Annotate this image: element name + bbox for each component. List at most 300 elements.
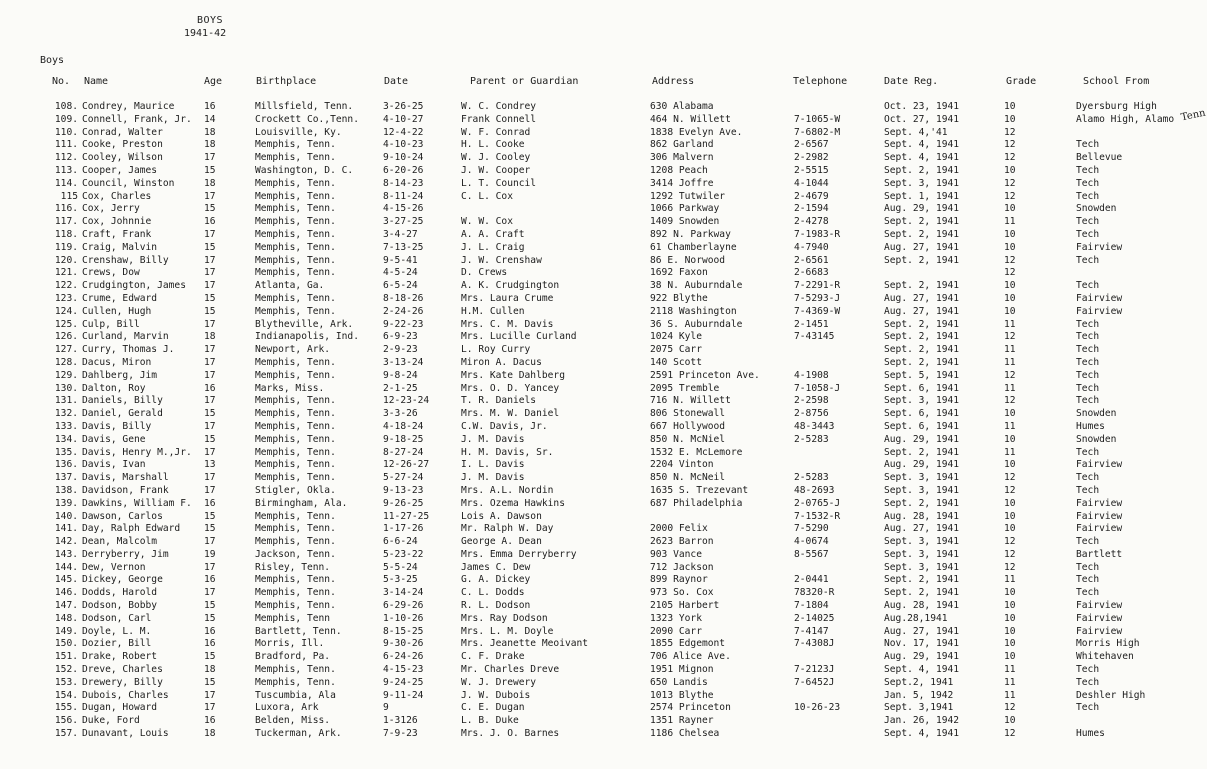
school-from: Fairview [1076,459,1123,471]
page-title: BOYS [197,15,224,26]
birth-date: 6-29-26 [383,600,424,612]
school-from: Tech [1076,395,1100,407]
date-registered: Sept. 6, 1941 [884,408,960,420]
age: 17 [204,536,216,548]
telephone: 2-1451 [794,318,829,330]
student-name: Drewery, Billy [82,676,163,688]
row-number: 153. [54,676,78,688]
parent-guardian: R. L. Dodson [461,600,531,612]
address: 862 Garland [650,139,714,151]
address: 2090 Carr [650,625,702,637]
birthplace: Memphis, Tenn. [255,267,336,279]
telephone: 2-2598 [794,395,829,407]
parent-guardian: Mrs. Ozema Hawkins [461,497,565,509]
table-row [0,690,1200,703]
age: 13 [204,459,216,471]
address: 712 Jackson [650,561,714,573]
student-name: Dodson, Bobby [82,600,158,612]
header-grade: Grade [1006,76,1037,87]
date-registered: Sept. 3, 1941 [884,395,960,407]
age: 17 [204,318,216,330]
address: 1532 E. McLemore [650,446,743,458]
address: 3414 Joffre [650,177,714,189]
birthplace: Memphis, Tenn. [255,459,336,471]
birthplace: Birmingham, Ala. [255,497,348,509]
school-from: Tech [1076,702,1100,714]
row-number: 143. [54,548,78,560]
parent-guardian: J. W. Dubois [461,689,531,701]
header-date-reg: Date Reg. [884,76,939,87]
grade: 11 [1004,382,1016,394]
table-row [0,127,1200,140]
table-row [0,447,1200,460]
birth-date: 8-27-24 [383,446,424,458]
date-registered: Sept. 4, 1941 [884,152,960,164]
row-number: 113. [54,164,78,176]
birthplace: Millsfield, Tenn. [255,101,354,112]
table-row [0,472,1200,485]
table-row [0,728,1200,741]
student-name: Cox, Johnnie [82,216,152,228]
birth-date: 9 [383,702,389,714]
age: 17 [204,267,216,279]
birth-date: 9-22-23 [383,318,424,330]
address: 1024 Kyle [650,331,702,343]
school-from: Tech [1076,382,1100,394]
school-from: Bartlett [1076,548,1123,560]
student-name: Dawson, Carlos [82,510,163,522]
birth-date: 3-4-27 [383,228,418,240]
birth-date: 5-23-22 [383,548,424,560]
telephone: 8-5567 [794,548,829,560]
birth-date: 12-23-24 [383,395,430,407]
table-row [0,434,1200,447]
parent-guardian: Mrs. C. M. Davis [461,318,554,330]
birth-date: 8-11-24 [383,190,424,202]
parent-guardian: I. L. Davis [461,459,525,471]
address: 716 N. Willett [650,395,731,407]
school-from: Fairview [1076,625,1123,637]
address: 140 Scott [650,356,702,368]
date-registered: Sept. 1, 1941 [884,190,960,202]
birthplace: Memphis, Tenn. [255,190,336,202]
grade: 10 [1004,203,1016,215]
address: 892 N. Parkway [650,228,731,240]
grade: 11 [1004,664,1016,676]
telephone: 7-4308J [794,638,835,650]
row-number: 124. [54,305,78,317]
school-from: Tech [1076,254,1100,266]
school-from: Tech [1076,664,1100,676]
table-row [0,229,1200,242]
age: 17 [204,254,216,266]
parent-guardian: G. A. Dickey [461,574,531,586]
address: 1635 S. Trezevant [650,484,749,496]
parent-guardian: C. E. Dugan [461,702,525,714]
birth-date: 4-18-24 [383,420,424,432]
birth-date: 9-8-24 [383,369,418,381]
parent-guardian: Mrs. M. W. Daniel [461,408,560,420]
date-registered: Sept. 3, 1941 [884,536,960,548]
student-name: Dodds, Harold [82,587,158,599]
student-name: Dahlberg, Jim [82,369,158,381]
birthplace: Tuscumbia, Ala [255,689,336,701]
telephone: 48-2693 [794,484,835,496]
section-label: Boys [40,55,65,66]
date-registered: Sept. 5, 1941 [884,369,960,381]
birth-date: 6-6-24 [383,536,418,548]
row-number: 121. [54,267,78,279]
row-number: 149. [54,625,78,637]
table-row [0,114,1200,127]
telephone: 2-5283 [794,433,829,445]
grade: 10 [1004,241,1016,253]
date-registered: Sept. 4, 1941 [884,664,960,676]
birth-date: 5-27-24 [383,472,424,484]
address: 2075 Carr [650,344,702,356]
age: 17 [204,472,216,484]
age: 19 [204,548,216,560]
birthplace: Memphis, Tenn. [255,676,336,688]
school-from: Tech [1076,190,1100,202]
parent-guardian: Mr. Charles Dreve [461,664,560,676]
date-registered: Aug. 27, 1941 [884,241,960,253]
student-name: Curry, Thomas J. [82,344,175,356]
student-table [0,101,1200,741]
birthplace: Newport, Ark. [255,344,331,356]
address: 650 Landis [650,676,708,688]
age: 17 [204,587,216,599]
table-row [0,562,1200,575]
birthplace: Memphis, Tenn. [255,203,336,215]
address: 1951 Mignon [650,664,714,676]
telephone: 7-6452J [794,676,835,688]
row-number: 152. [54,664,78,676]
address: 2095 Tremble [650,382,720,394]
row-number: 120. [54,254,78,266]
telephone: 4-1044 [794,177,829,189]
grade: 12 [1004,126,1016,138]
address: 36 S. Auburndale [650,318,743,330]
birth-date: 9-24-25 [383,676,424,688]
age: 16 [204,715,216,727]
age: 14 [204,113,216,125]
school-from: Tech [1076,318,1100,330]
table-row [0,370,1200,383]
row-number: 108. [54,101,78,112]
telephone: 2-1594 [794,203,829,215]
header-no: No. [52,76,71,87]
table-row [0,319,1200,332]
telephone: 2-4278 [794,216,829,228]
table-row [0,178,1200,191]
grade: 10 [1004,408,1016,420]
address: 61 Chamberlayne [650,241,737,253]
grade: 10 [1004,612,1016,624]
birthplace: Belden, Miss. [255,715,331,727]
parent-guardian: Mrs. Lucille Curland [461,331,577,343]
address: 86 E. Norwood [650,254,726,266]
date-registered: Sept. 6, 1941 [884,420,960,432]
student-name: Crews, Dow [82,267,140,279]
student-name: Davis, Ivan [82,459,146,471]
grade: 10 [1004,292,1016,304]
age: 16 [204,382,216,394]
school-from: Whitehaven [1076,651,1134,663]
telephone: 2-6683 [794,267,829,279]
address: 2105 Harbert [650,600,720,612]
parent-guardian: L. T. Council [461,177,537,189]
telephone: 2-8756 [794,408,829,420]
margin-note: Tenn [1180,107,1207,124]
birthplace: Memphis, Tenn. [255,664,336,676]
student-name: Davis, Marshall [82,472,169,484]
parent-guardian: Miron A. Dacus [461,356,542,368]
birthplace: Luxora, Ark [255,702,319,714]
age: 17 [204,395,216,407]
age: 17 [204,356,216,368]
parent-guardian: L. Roy Curry [461,344,531,356]
parent-guardian: Mrs. L. M. Doyle [461,625,554,637]
age: 15 [204,292,216,304]
parent-guardian: C. L. Cox [461,190,513,202]
telephone: 7-1065-W [794,113,841,125]
address: 922 Blythe [650,292,708,304]
date-registered: Aug. 27, 1941 [884,292,960,304]
student-name: Crenshaw, Billy [82,254,169,266]
parent-guardian: W. J. Cooley [461,152,531,164]
birthplace: Bradford, Pa. [255,651,331,663]
birthplace: Marks, Miss. [255,382,325,394]
birth-date: 9-5-41 [383,254,418,266]
parent-guardian: Mrs. Ray Dodson [461,612,548,624]
age: 16 [204,625,216,637]
birth-date: 3-27-25 [383,216,424,228]
student-name: Craft, Frank [82,228,152,240]
birth-date: 8-14-23 [383,177,424,189]
address: 630 Alabama [650,101,714,112]
student-name: Dodson, Carl [82,612,152,624]
birthplace: Memphis, Tenn. [255,292,336,304]
school-from: Tech [1076,561,1100,573]
date-registered: Sept. 2, 1941 [884,356,960,368]
age: 17 [204,446,216,458]
grade: 10 [1004,523,1016,535]
row-number: 135. [54,446,78,458]
telephone: 2-0765-J [794,497,841,509]
row-number: 127. [54,344,78,356]
row-number: 111. [54,139,78,151]
telephone: 2-4679 [794,190,829,202]
address: 2574 Princeton [650,702,731,714]
telephone: 2-2982 [794,152,829,164]
row-number: 133. [54,420,78,432]
birth-date: 3-3-26 [383,408,418,420]
header-parent: Parent or Guardian [470,76,579,87]
table-row [0,651,1200,664]
birth-date: 1-10-26 [383,612,424,624]
age: 15 [204,651,216,663]
student-name: Dacus, Miron [82,356,152,368]
grade: 12 [1004,395,1016,407]
table-row [0,574,1200,587]
age: 17 [204,190,216,202]
table-row [0,280,1200,293]
school-from: Deshler High [1076,689,1146,701]
address: 2204 Vinton [650,459,714,471]
school-from: Tech [1076,164,1100,176]
date-registered: Sept. 2, 1941 [884,587,960,599]
grade: 10 [1004,625,1016,637]
age: 18 [204,177,216,189]
table-row [0,511,1200,524]
school-from: Morris High [1076,638,1140,650]
age: 18 [204,728,216,740]
address: 306 Malvern [650,152,714,164]
student-name: Cooley, Wilson [82,152,163,164]
table-row [0,395,1200,408]
row-number: 140. [54,510,78,522]
student-name: Dawkins, William F. [82,497,192,509]
address: 2118 Washington [650,305,737,317]
birthplace: Louisville, Ky. [255,126,342,138]
table-row [0,383,1200,396]
date-registered: Aug. 29, 1941 [884,433,960,445]
address: 38 N. Auburndale [650,280,743,292]
table-row [0,498,1200,511]
telephone: 7-2123J [794,664,835,676]
age: 16 [204,638,216,650]
birth-date: 5-3-25 [383,574,418,586]
age: 15 [204,523,216,535]
row-number: 145. [54,574,78,586]
parent-guardian: C.W. Davis, Jr. [461,420,548,432]
student-name: Conrad, Walter [82,126,163,138]
age: 15 [204,305,216,317]
birth-date: 12-4-22 [383,126,424,138]
row-number: 138. [54,484,78,496]
grade: 10 [1004,715,1016,727]
address: 1066 Parkway [650,203,720,215]
parent-guardian: J. W. Crenshaw [461,254,542,266]
parent-guardian: J. L. Craig [461,241,525,253]
grade: 12 [1004,561,1016,573]
row-number: 109. [54,113,78,125]
birthplace: Morris, Ill. [255,638,325,650]
student-name: Cullen, Hugh [82,305,152,317]
date-registered: Aug. 29, 1941 [884,459,960,471]
age: 17 [204,420,216,432]
school-from: Tech [1076,446,1100,458]
school-from: Tech [1076,536,1100,548]
row-number: 151. [54,651,78,663]
parent-guardian: D. Crews [461,267,508,279]
birthplace: Memphis, Tenn. [255,510,336,522]
address: 2623 Barron [650,536,714,548]
age: 17 [204,702,216,714]
grade: 12 [1004,472,1016,484]
student-name: Condrey, Maurice [82,101,175,112]
grade: 12 [1004,267,1016,279]
row-number: 134. [54,433,78,445]
grade: 12 [1004,190,1016,202]
address: 1351 Rayner [650,715,714,727]
parent-guardian: T. R. Daniels [461,395,537,407]
table-row [0,677,1200,690]
school-from: Humes [1076,420,1105,432]
row-number: 112. [54,152,78,164]
student-name: Council, Winston [82,177,175,189]
birth-date: 4-15-26 [383,203,424,215]
telephone: 7-1804 [794,600,829,612]
parent-guardian: H. M. Davis, Sr. [461,446,554,458]
parent-guardian: Mrs. Jeanette Meoivant [461,638,589,650]
grade: 12 [1004,728,1016,740]
birthplace: Tuckerman, Ark. [255,728,342,740]
birth-date: 2-24-26 [383,305,424,317]
age: 15 [204,241,216,253]
row-number: 148. [54,612,78,624]
table-row [0,638,1200,651]
date-registered: Aug. 27, 1941 [884,305,960,317]
grade: 12 [1004,702,1016,714]
header-birthplace: Birthplace [256,76,317,87]
student-name: Culp, Bill [82,318,140,330]
age: 17 [204,484,216,496]
row-number: 139. [54,497,78,509]
student-name: Cooper, James [82,164,158,176]
school-from: Tech [1076,574,1100,586]
birthplace: Memphis, Tenn. [255,408,336,420]
birth-date: 6-9-23 [383,331,418,343]
date-registered: Sept. 2, 1941 [884,574,960,586]
birthplace: Memphis, Tenn. [255,523,336,535]
birth-date: 9-13-23 [383,484,424,496]
telephone: 7-6802-M [794,126,841,138]
parent-guardian: Frank Connell [461,113,537,125]
parent-guardian: W. F. Conrad [461,126,531,138]
telephone: 2-6561 [794,254,829,266]
grade: 10 [1004,280,1016,292]
row-number: 144. [54,561,78,573]
address: 850 N. McNiel [650,433,726,445]
age: 17 [204,152,216,164]
table-row [0,139,1200,152]
row-number: 110. [54,126,78,138]
student-name: Cox, Charles [82,190,152,202]
school-from: Humes [1076,728,1105,740]
student-name: Dreve, Charles [82,664,163,676]
row-number: 136. [54,459,78,471]
telephone: 7-4369-W [794,305,841,317]
birth-date: 3-14-24 [383,587,424,599]
grade: 10 [1004,228,1016,240]
address: 706 Alice Ave. [650,651,731,663]
row-number: 123. [54,292,78,304]
student-name: Dickey, George [82,574,163,586]
row-number: 137. [54,472,78,484]
date-registered: Sept. 2, 1941 [884,164,960,176]
age: 17 [204,280,216,292]
school-from: Tech [1076,228,1100,240]
birthplace: Memphis, Tenn. [255,139,336,151]
grade: 12 [1004,548,1016,560]
table-row [0,306,1200,319]
telephone: 7-1983-R [794,228,841,240]
row-number: 131. [54,395,78,407]
parent-guardian: Lois A. Dawson [461,510,542,522]
birth-date: 7-9-23 [383,728,418,740]
